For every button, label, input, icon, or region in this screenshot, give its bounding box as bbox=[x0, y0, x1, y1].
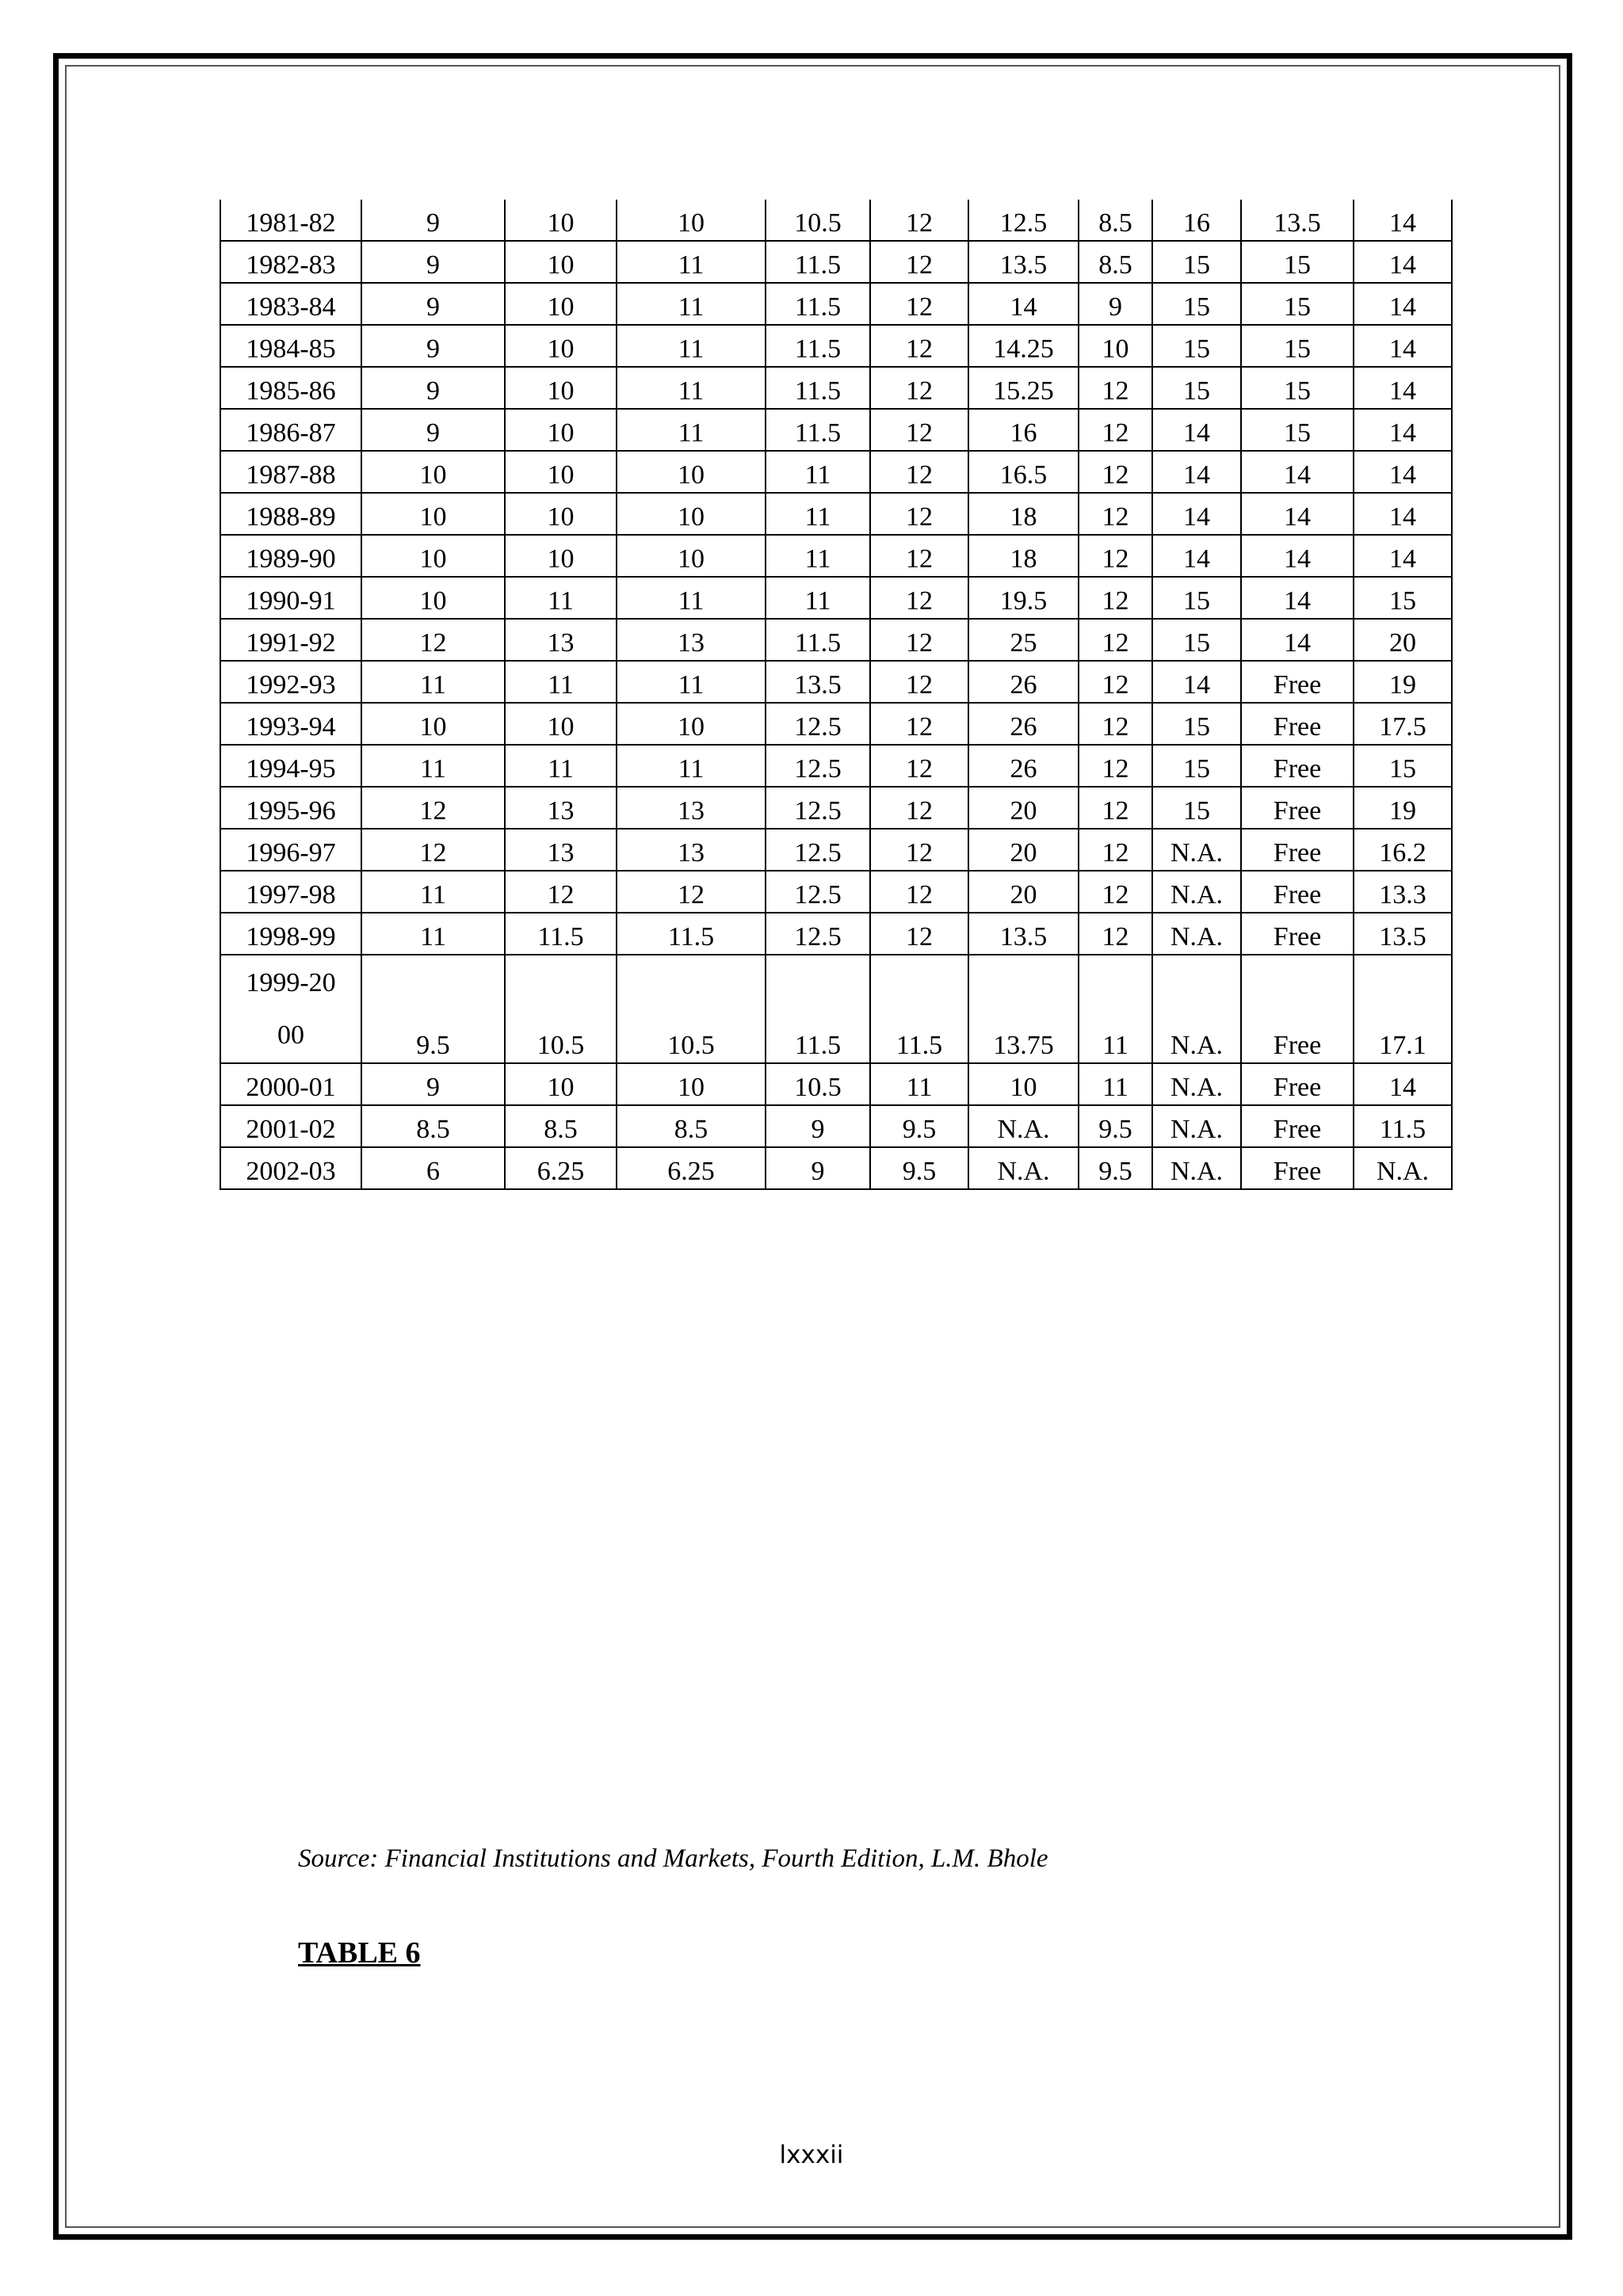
value-cell: 13.5 bbox=[1241, 200, 1354, 241]
value-cell: 14 bbox=[1354, 1063, 1452, 1105]
value-cell: 10 bbox=[617, 535, 766, 577]
table-row bbox=[220, 409, 1452, 451]
value-cell: 11.5 bbox=[766, 283, 870, 325]
table-row bbox=[220, 829, 1452, 871]
value-cell: 9 bbox=[1079, 283, 1152, 325]
value-cell: 12.5 bbox=[766, 913, 870, 955]
value-cell: 13 bbox=[505, 619, 617, 661]
value-cell: 14 bbox=[1152, 493, 1241, 535]
value-cell: 11 bbox=[361, 745, 505, 787]
year-cell: 1999-20 00 bbox=[220, 955, 361, 1063]
year-cell: 1993-94 bbox=[220, 703, 361, 745]
value-cell: 20 bbox=[968, 829, 1079, 871]
value-cell: N.A. bbox=[1354, 1147, 1452, 1189]
page-number: lxxxii bbox=[779, 2141, 844, 2169]
value-cell: 12 bbox=[1079, 787, 1152, 829]
value-cell: 14 bbox=[1354, 200, 1452, 241]
value-cell: 15 bbox=[1241, 241, 1354, 283]
value-cell: 15 bbox=[1152, 241, 1241, 283]
value-cell: 11 bbox=[617, 367, 766, 409]
year-cell: 1997-98 bbox=[220, 871, 361, 913]
year-cell: 1982-83 bbox=[220, 241, 361, 283]
value-cell: 6.25 bbox=[505, 1147, 617, 1189]
value-cell: 10 bbox=[617, 703, 766, 745]
value-cell: 12 bbox=[870, 325, 968, 367]
value-cell: 14 bbox=[1354, 325, 1452, 367]
value-cell: 12 bbox=[1079, 493, 1152, 535]
value-cell: 11.5 bbox=[766, 325, 870, 367]
value-cell: 26 bbox=[968, 661, 1079, 703]
value-cell: 11 bbox=[617, 745, 766, 787]
value-cell: 12 bbox=[870, 745, 968, 787]
value-cell: 13.5 bbox=[1354, 913, 1452, 955]
value-cell: 12 bbox=[361, 829, 505, 871]
value-cell: 10.5 bbox=[766, 200, 870, 241]
value-cell: 10 bbox=[505, 451, 617, 493]
value-cell: 10.5 bbox=[766, 1063, 870, 1105]
value-cell: 16 bbox=[1152, 200, 1241, 241]
value-cell: 12 bbox=[1079, 577, 1152, 619]
value-cell: 10 bbox=[617, 1063, 766, 1105]
value-cell: 9 bbox=[766, 1147, 870, 1189]
value-cell: 12 bbox=[1079, 871, 1152, 913]
value-cell: 19 bbox=[1354, 661, 1452, 703]
value-cell: 12 bbox=[870, 493, 968, 535]
value-cell: 12 bbox=[1079, 913, 1152, 955]
value-cell: 12 bbox=[1079, 703, 1152, 745]
value-cell: 15 bbox=[1152, 619, 1241, 661]
value-cell: 14 bbox=[1241, 535, 1354, 577]
value-cell: 9 bbox=[361, 1063, 505, 1105]
table-row bbox=[220, 535, 1452, 577]
value-cell: 13 bbox=[617, 787, 766, 829]
value-cell: 6.25 bbox=[617, 1147, 766, 1189]
value-cell: N.A. bbox=[1152, 1105, 1241, 1147]
value-cell: 9 bbox=[766, 1105, 870, 1147]
value-cell: 9.5 bbox=[361, 955, 505, 1063]
value-cell: 8.5 bbox=[1079, 241, 1152, 283]
year-cell: 1994-95 bbox=[220, 745, 361, 787]
year-cell: 1984-85 bbox=[220, 325, 361, 367]
value-cell: Free bbox=[1241, 829, 1354, 871]
value-cell: 12.5 bbox=[766, 703, 870, 745]
value-cell: 13 bbox=[617, 829, 766, 871]
value-cell: 11 bbox=[617, 577, 766, 619]
value-cell: 15 bbox=[1354, 745, 1452, 787]
value-cell: 26 bbox=[968, 703, 1079, 745]
value-cell: 11.5 bbox=[505, 913, 617, 955]
value-cell: 11 bbox=[766, 577, 870, 619]
value-cell: 9.5 bbox=[870, 1105, 968, 1147]
value-cell: 10 bbox=[968, 1063, 1079, 1105]
value-cell: 10.5 bbox=[505, 955, 617, 1063]
value-cell: 16.5 bbox=[968, 451, 1079, 493]
value-cell: 12 bbox=[870, 283, 968, 325]
year-cell: 1992-93 bbox=[220, 661, 361, 703]
value-cell: 11 bbox=[1079, 955, 1152, 1063]
value-cell: 10 bbox=[361, 703, 505, 745]
value-cell: 9 bbox=[361, 367, 505, 409]
value-cell: 12 bbox=[1079, 829, 1152, 871]
year-cell: 1995-96 bbox=[220, 787, 361, 829]
value-cell: 10 bbox=[617, 200, 766, 241]
value-cell: N.A. bbox=[1152, 1147, 1241, 1189]
value-cell: 12 bbox=[870, 577, 968, 619]
value-cell: 10 bbox=[617, 451, 766, 493]
value-cell: 10 bbox=[505, 241, 617, 283]
value-cell: 9 bbox=[361, 283, 505, 325]
table-row bbox=[220, 619, 1452, 661]
table-row bbox=[220, 451, 1452, 493]
value-cell: 11.5 bbox=[766, 619, 870, 661]
value-cell: 10 bbox=[1079, 325, 1152, 367]
value-cell: 10 bbox=[505, 493, 617, 535]
value-cell: 11 bbox=[361, 913, 505, 955]
value-cell: 11 bbox=[1079, 1063, 1152, 1105]
value-cell: 12 bbox=[1079, 409, 1152, 451]
table-label: TABLE 6 bbox=[298, 1936, 421, 1970]
value-cell: 10 bbox=[617, 493, 766, 535]
value-cell: 8.5 bbox=[1079, 200, 1152, 241]
year-cell: 2000-01 bbox=[220, 1063, 361, 1105]
table-row bbox=[220, 493, 1452, 535]
value-cell: 11.5 bbox=[766, 955, 870, 1063]
value-cell: 11 bbox=[505, 661, 617, 703]
value-cell: 13.75 bbox=[968, 955, 1079, 1063]
value-cell: 11 bbox=[766, 451, 870, 493]
value-cell: N.A. bbox=[1152, 955, 1241, 1063]
value-cell: 10 bbox=[361, 493, 505, 535]
value-cell: 15 bbox=[1152, 745, 1241, 787]
table-row bbox=[220, 703, 1452, 745]
value-cell: Free bbox=[1241, 703, 1354, 745]
value-cell: Free bbox=[1241, 787, 1354, 829]
value-cell: Free bbox=[1241, 1147, 1354, 1189]
value-cell: 9.5 bbox=[1079, 1105, 1152, 1147]
table-row bbox=[220, 577, 1452, 619]
value-cell: 11.5 bbox=[766, 409, 870, 451]
value-cell: 12 bbox=[870, 829, 968, 871]
value-cell: 12 bbox=[870, 535, 968, 577]
value-cell: 15 bbox=[1241, 325, 1354, 367]
value-cell: 25 bbox=[968, 619, 1079, 661]
value-cell: Free bbox=[1241, 1105, 1354, 1147]
value-cell: 13.5 bbox=[968, 913, 1079, 955]
value-cell: 11 bbox=[617, 283, 766, 325]
value-cell: Free bbox=[1241, 1063, 1354, 1105]
year-cell: 1981-82 bbox=[220, 200, 361, 241]
value-cell: 11.5 bbox=[766, 241, 870, 283]
value-cell: 14 bbox=[1354, 535, 1452, 577]
value-cell: 12 bbox=[870, 451, 968, 493]
value-cell: 12 bbox=[870, 661, 968, 703]
value-cell: 12 bbox=[1079, 367, 1152, 409]
value-cell: 11 bbox=[870, 1063, 968, 1105]
value-cell: 14 bbox=[1354, 283, 1452, 325]
value-cell: 14 bbox=[1241, 577, 1354, 619]
value-cell: 14 bbox=[1354, 451, 1452, 493]
value-cell: 12 bbox=[1079, 619, 1152, 661]
table-row bbox=[220, 367, 1452, 409]
value-cell: 12 bbox=[1079, 661, 1152, 703]
value-cell: 11 bbox=[617, 409, 766, 451]
value-cell: 14 bbox=[1152, 535, 1241, 577]
value-cell: 16.2 bbox=[1354, 829, 1452, 871]
value-cell: 11 bbox=[361, 871, 505, 913]
value-cell: 14.25 bbox=[968, 325, 1079, 367]
value-cell: 13.5 bbox=[968, 241, 1079, 283]
value-cell: 11 bbox=[617, 241, 766, 283]
value-cell: 12.5 bbox=[766, 787, 870, 829]
value-cell: 10 bbox=[505, 367, 617, 409]
value-cell: 15 bbox=[1152, 577, 1241, 619]
value-cell: 14 bbox=[1152, 409, 1241, 451]
value-cell: 14 bbox=[1354, 409, 1452, 451]
value-cell: 12 bbox=[505, 871, 617, 913]
value-cell: 12 bbox=[1079, 535, 1152, 577]
year-cell: 1991-92 bbox=[220, 619, 361, 661]
value-cell: Free bbox=[1241, 745, 1354, 787]
value-cell: 15 bbox=[1354, 577, 1452, 619]
table-row bbox=[220, 1063, 1452, 1105]
source-citation: Source: Financial Institutions and Markets, Fourth Edition, L.M. Bhole bbox=[298, 1844, 1048, 1873]
value-cell: 10.5 bbox=[617, 955, 766, 1063]
value-cell: 10 bbox=[361, 577, 505, 619]
value-cell: 11 bbox=[617, 325, 766, 367]
value-cell: 11.5 bbox=[870, 955, 968, 1063]
value-cell: 8.5 bbox=[617, 1105, 766, 1147]
value-cell: 12 bbox=[870, 913, 968, 955]
value-cell: 12.5 bbox=[766, 871, 870, 913]
value-cell: 12 bbox=[870, 241, 968, 283]
year-cell: 1998-99 bbox=[220, 913, 361, 955]
value-cell: N.A. bbox=[1152, 871, 1241, 913]
value-cell: 10 bbox=[505, 409, 617, 451]
value-cell: 15 bbox=[1241, 367, 1354, 409]
value-cell: 9 bbox=[361, 325, 505, 367]
value-cell: 15 bbox=[1152, 283, 1241, 325]
year-cell: 1990-91 bbox=[220, 577, 361, 619]
value-cell: 12.5 bbox=[968, 200, 1079, 241]
value-cell: 11 bbox=[766, 535, 870, 577]
value-cell: 18 bbox=[968, 535, 1079, 577]
value-cell: 12.5 bbox=[766, 829, 870, 871]
value-cell: 13 bbox=[505, 787, 617, 829]
value-cell: 19 bbox=[1354, 787, 1452, 829]
value-cell: 26 bbox=[968, 745, 1079, 787]
value-cell: 12 bbox=[870, 703, 968, 745]
value-cell: 8.5 bbox=[505, 1105, 617, 1147]
value-cell: 15 bbox=[1152, 367, 1241, 409]
value-cell: 15 bbox=[1241, 283, 1354, 325]
value-cell: 10 bbox=[505, 200, 617, 241]
value-cell: 17.5 bbox=[1354, 703, 1452, 745]
value-cell: 11 bbox=[505, 745, 617, 787]
value-cell: 10 bbox=[361, 451, 505, 493]
value-cell: 19.5 bbox=[968, 577, 1079, 619]
value-cell: 15 bbox=[1152, 787, 1241, 829]
value-cell: 10 bbox=[505, 535, 617, 577]
value-cell: 11.5 bbox=[766, 367, 870, 409]
value-cell: 9 bbox=[361, 409, 505, 451]
value-cell: 15 bbox=[1152, 703, 1241, 745]
value-cell: 11.5 bbox=[617, 913, 766, 955]
year-cell: 1988-89 bbox=[220, 493, 361, 535]
value-cell: 18 bbox=[968, 493, 1079, 535]
interest-rate-table bbox=[220, 200, 1453, 1190]
value-cell: 14 bbox=[968, 283, 1079, 325]
value-cell: Free bbox=[1241, 955, 1354, 1063]
value-cell: 10 bbox=[505, 325, 617, 367]
value-cell: 10 bbox=[505, 703, 617, 745]
value-cell: N.A. bbox=[1152, 829, 1241, 871]
year-cell: 1996-97 bbox=[220, 829, 361, 871]
value-cell: 10 bbox=[361, 535, 505, 577]
year-cell: 1987-88 bbox=[220, 451, 361, 493]
year-cell: 2002-03 bbox=[220, 1147, 361, 1189]
value-cell: 20 bbox=[968, 871, 1079, 913]
value-cell: 13 bbox=[505, 829, 617, 871]
value-cell: 12 bbox=[361, 619, 505, 661]
value-cell: 11.5 bbox=[1354, 1105, 1452, 1147]
value-cell: 12 bbox=[617, 871, 766, 913]
value-cell: 15 bbox=[1152, 325, 1241, 367]
value-cell: 10 bbox=[505, 283, 617, 325]
year-cell: 1985-86 bbox=[220, 367, 361, 409]
value-cell: 9.5 bbox=[1079, 1147, 1152, 1189]
table-body bbox=[220, 200, 1452, 1189]
value-cell: Free bbox=[1241, 871, 1354, 913]
value-cell: 14 bbox=[1152, 661, 1241, 703]
value-cell: 10 bbox=[505, 1063, 617, 1105]
table-row bbox=[220, 1147, 1452, 1189]
table-row bbox=[220, 1105, 1452, 1147]
value-cell: Free bbox=[1241, 913, 1354, 955]
value-cell: N.A. bbox=[1152, 1063, 1241, 1105]
value-cell: N.A. bbox=[1152, 913, 1241, 955]
value-cell: 13 bbox=[617, 619, 766, 661]
year-cell: 1983-84 bbox=[220, 283, 361, 325]
value-cell: 14 bbox=[1354, 241, 1452, 283]
value-cell: 14 bbox=[1354, 493, 1452, 535]
value-cell: 13.3 bbox=[1354, 871, 1452, 913]
value-cell: 12 bbox=[361, 787, 505, 829]
value-cell: 14 bbox=[1354, 367, 1452, 409]
value-cell: 13.5 bbox=[766, 661, 870, 703]
value-cell: 6 bbox=[361, 1147, 505, 1189]
year-cell: 1986-87 bbox=[220, 409, 361, 451]
value-cell: 17.1 bbox=[1354, 955, 1452, 1063]
table-row bbox=[220, 871, 1452, 913]
value-cell: 15 bbox=[1241, 409, 1354, 451]
value-cell: 11 bbox=[766, 493, 870, 535]
value-cell: 14 bbox=[1241, 451, 1354, 493]
table-row bbox=[220, 241, 1452, 283]
value-cell: 20 bbox=[968, 787, 1079, 829]
value-cell: 8.5 bbox=[361, 1105, 505, 1147]
table-row bbox=[220, 955, 1452, 1063]
value-cell: 11 bbox=[361, 661, 505, 703]
year-cell: 1989-90 bbox=[220, 535, 361, 577]
value-cell: 15.25 bbox=[968, 367, 1079, 409]
table-row bbox=[220, 325, 1452, 367]
value-cell: 14 bbox=[1241, 493, 1354, 535]
value-cell: 12 bbox=[870, 200, 968, 241]
year-cell: 2001-02 bbox=[220, 1105, 361, 1147]
value-cell: Free bbox=[1241, 661, 1354, 703]
table-row bbox=[220, 661, 1452, 703]
value-cell: 11 bbox=[617, 661, 766, 703]
table-row bbox=[220, 787, 1452, 829]
table-row bbox=[220, 745, 1452, 787]
value-cell: 11 bbox=[505, 577, 617, 619]
value-cell: N.A. bbox=[968, 1147, 1079, 1189]
table-row bbox=[220, 200, 1452, 241]
table-row bbox=[220, 913, 1452, 955]
value-cell: 14 bbox=[1241, 619, 1354, 661]
value-cell: 12 bbox=[870, 787, 968, 829]
value-cell: 9 bbox=[361, 200, 505, 241]
value-cell: 12 bbox=[870, 409, 968, 451]
value-cell: 12.5 bbox=[766, 745, 870, 787]
value-cell: 12 bbox=[870, 619, 968, 661]
value-cell: 12 bbox=[870, 367, 968, 409]
value-cell: 16 bbox=[968, 409, 1079, 451]
value-cell: N.A. bbox=[968, 1105, 1079, 1147]
value-cell: 12 bbox=[1079, 451, 1152, 493]
value-cell: 14 bbox=[1152, 451, 1241, 493]
value-cell: 12 bbox=[1079, 745, 1152, 787]
table-row bbox=[220, 283, 1452, 325]
value-cell: 9.5 bbox=[870, 1147, 968, 1189]
value-cell: 12 bbox=[870, 871, 968, 913]
value-cell: 20 bbox=[1354, 619, 1452, 661]
value-cell: 9 bbox=[361, 241, 505, 283]
